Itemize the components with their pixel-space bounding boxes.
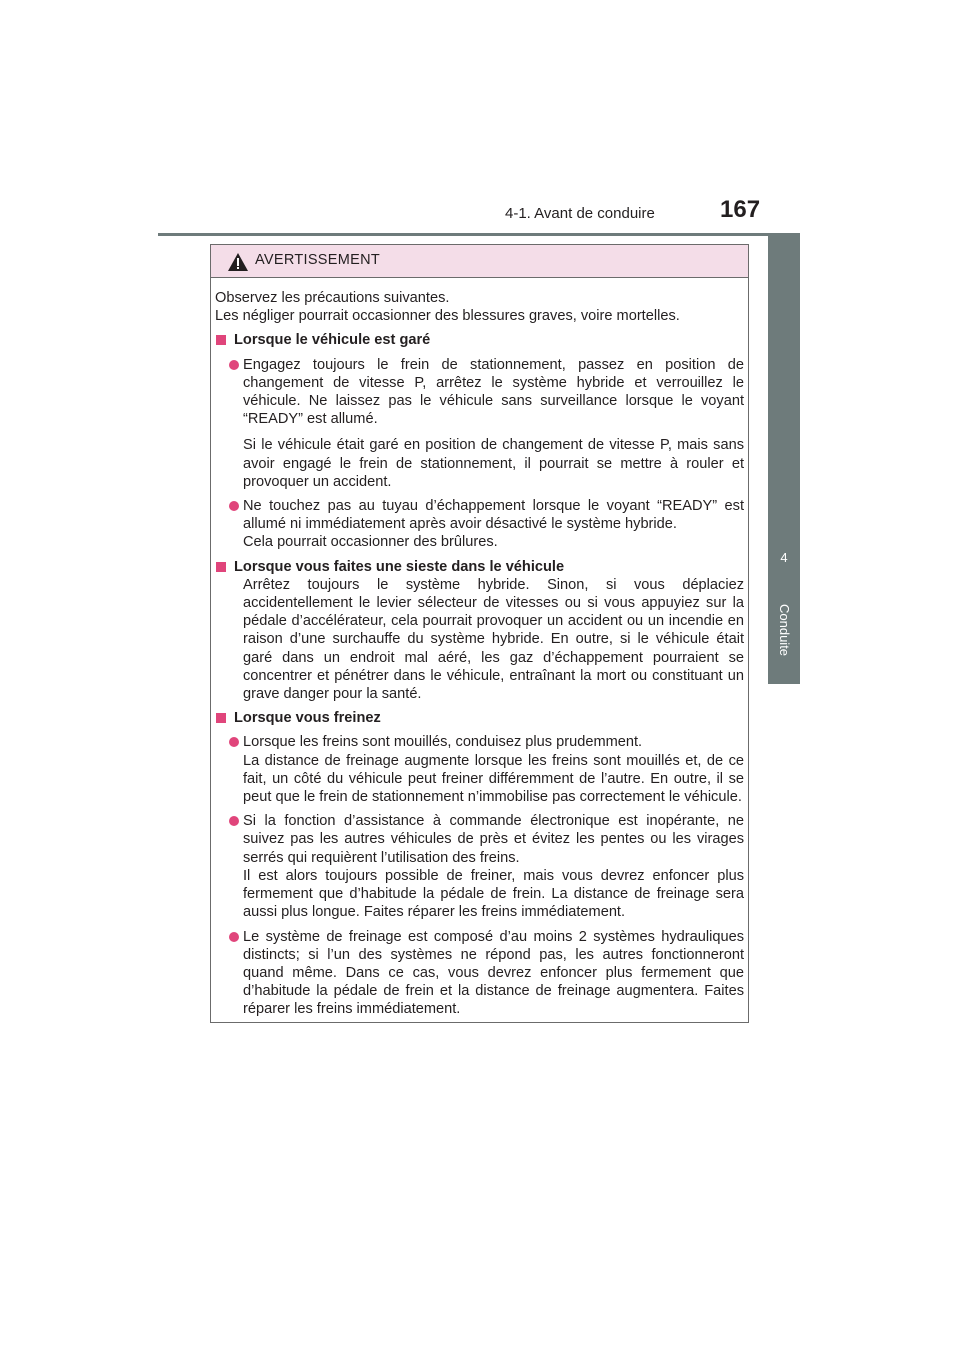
bullet-paragraph: Cela pourrait occasionner des brûlures. xyxy=(243,534,498,551)
chapter-number: 4 xyxy=(780,550,788,565)
section-nap-in-vehicle xyxy=(215,558,744,704)
section-braking xyxy=(215,709,744,1018)
section-heading xyxy=(215,331,744,349)
warning-body xyxy=(215,289,744,1019)
square-bullet-icon xyxy=(216,562,226,572)
section-heading-text: Lorsque vous faites une sieste dans le véhicule xyxy=(234,558,565,575)
bullet-item xyxy=(215,812,744,921)
bullet-item xyxy=(215,356,744,491)
page-number: 167 xyxy=(720,196,761,223)
round-bullet-icon xyxy=(229,501,239,511)
bullet-paragraph: Lorsque les freins sont mouillés, conduisez plus prudemment. xyxy=(243,734,643,751)
warning-box xyxy=(210,244,749,1023)
section-heading-text: Lorsque vous freinez xyxy=(234,710,381,727)
bullet-item xyxy=(215,733,744,806)
section-text xyxy=(215,576,744,703)
section-heading xyxy=(215,709,744,727)
chapter-title: Conduite xyxy=(777,604,792,657)
bullet-item xyxy=(215,497,744,552)
bullet-paragraph: Engagez toujours le frein de stationnement, passez en position de changement de vitesse P, arrêtez le système hybride et verrouillez le véhicule. Ne laissez pas le véhicule sans surveillance lorsque le voyant “READY” est allumé. xyxy=(243,356,744,428)
warning-header xyxy=(211,245,748,278)
round-bullet-icon xyxy=(229,360,239,370)
bullet-paragraph: Il est alors toujours possible de freiner, mais vous devrez enfoncer plus fermement que d’habitude la pédale de frein. La distance de freinage sera aussi plus longue. Faites réparer les freins immédiatement. xyxy=(243,867,744,921)
bullet-paragraph: Si le véhicule était garé en position de changement de vitesse P, mais sans avoir engagé le frein de stationnement, il pourrait se mettre à rouler et provoquer un accident. xyxy=(243,437,744,490)
round-bullet-icon xyxy=(229,932,239,942)
header-section-title: 4-1. Avant de conduire xyxy=(505,205,655,222)
section-heading xyxy=(215,558,744,576)
warning-triangle-icon xyxy=(227,252,249,272)
round-bullet-icon xyxy=(229,816,239,826)
intro-line: Observez les précautions suivantes. xyxy=(215,290,450,306)
bullet-paragraph: Le système de freinage est composé d’au moins 2 systèmes hydrauliques distincts; si l’un des systèmes ne répond pas, les autres fonctionneront quand même. Dans ce cas, vous devrez enfoncer plus fermement que d’habitude la pédale de frein et la distance de freinage augmentera. Faites réparer les freins immédiatement. xyxy=(243,928,744,1018)
section-paragraph: Arrêtez toujours le système hybride. Sinon, si vous déplaciez accidentellement le levier sélecteur de vitesses ou si vous appuyiez sur la pédale d’accélérateur, cela pourrait provoquer un accident ou un incendie en raison d’une surchauffe du système hybride. En outre, si le véhicule était garé dans un endroit mal aéré, les gaz d’échappement pourraient se concentrer et pénétrer dans le véhicule, entraînant la mort ou constituant un grave danger pour la santé. xyxy=(243,576,744,703)
header-rule xyxy=(158,233,800,236)
section-parked-vehicle xyxy=(215,331,744,551)
bullet-paragraph: Ne touchez pas au tuyau d’échappement lorsque le voyant “READY” est allumé ni immédiatement après avoir désactivé le système hybride. xyxy=(243,498,744,533)
section-heading-text: Lorsque le véhicule est garé xyxy=(234,332,431,349)
warning-intro xyxy=(215,289,744,325)
round-bullet-icon xyxy=(229,737,239,747)
bullet-item xyxy=(215,928,744,1019)
bullet-paragraph: Si la fonction d’assistance à commande électronique est inopérante, ne suivez pas les autres véhicules de près et évitez les pentes ou les virages serrés qui requièrent l’utilisation des freins. xyxy=(243,813,744,866)
warning-title: AVERTISSEMENT xyxy=(255,252,381,268)
square-bullet-icon xyxy=(216,713,226,723)
bullet-paragraph: La distance de freinage augmente lorsque les freins sont mouillés et, de ce fait, un côté du véhicule peut freiner différemment de l’autre. En outre, il se peut que le frein de stationnement n’immobilise pas correctement le véhicule. xyxy=(243,752,744,806)
square-bullet-icon xyxy=(216,335,226,345)
intro-line: Les négliger pourrait occasionner des blessures graves, voire mortelles. xyxy=(215,308,680,325)
